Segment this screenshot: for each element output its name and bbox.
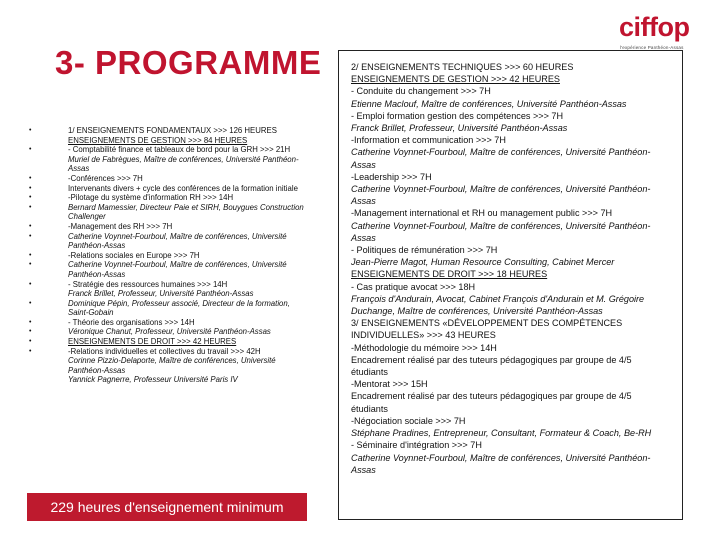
program-list-item — [26, 222, 308, 232]
program-line — [351, 110, 677, 122]
program-line — [351, 415, 677, 427]
program-line — [351, 134, 677, 146]
program-line-text: Catherine Voynnet-Fourboul, Maître de conférences, Université Panthéon- — [351, 452, 651, 463]
program-line — [351, 317, 677, 329]
program-line-text: -Méthodologie du mémoire >>> 14H — [351, 342, 497, 353]
program-list-item — [26, 251, 308, 261]
program-list-item-text: -Conférences >>> 7H — [68, 173, 143, 183]
program-list-item-text: -Management des RH >>> 7H — [68, 221, 173, 231]
program-line-text: Duchange, Maître de conférences, Université Panthéon-Assas — [351, 306, 603, 317]
program-line-text: Assas — [351, 159, 376, 170]
program-line — [351, 207, 677, 219]
program-list-item — [26, 356, 308, 375]
program-line — [351, 244, 677, 256]
program-list-item-text: -Relations individuelles et collectives du travail >>> 42H — [68, 346, 261, 356]
program-list-item-text: -Relations sociales en Europe >>> 7H — [68, 250, 200, 260]
program-line — [351, 183, 677, 195]
program-list-item-text: Catherine Voynnet-Fourboul, Maître de conférences, Université Panthéon-Assas — [68, 260, 287, 279]
program-list-item-text: Franck Brillet, Professeur, Université Panthéon-Assas — [68, 289, 254, 299]
program-line — [351, 342, 677, 354]
page-title: 3- PROGRAMME — [55, 44, 322, 81]
program-list-item — [26, 203, 308, 222]
ciffop-logo — [617, 14, 707, 52]
program-line — [351, 439, 677, 451]
program-list-item-text: Véronique Chanut, Professeur, Université Panthéon-Assas — [68, 327, 271, 337]
program-list-item-text: -Pilotage du système d'information RH >>> 14H — [68, 193, 234, 203]
program-line — [351, 85, 677, 97]
program-line-text: ENSEIGNEMENTS DE GESTION >>> 42 HEURES — [351, 74, 560, 85]
program-list-item — [26, 174, 308, 184]
program-list-item — [26, 193, 308, 203]
program-list-item — [26, 260, 308, 279]
program-line — [351, 61, 677, 73]
program-line-text: Encadrement réalisé par des tuteurs pédagogiques par groupe de 4/5 — [351, 354, 632, 365]
program-list-item — [26, 375, 308, 385]
program-line — [351, 305, 677, 317]
program-line-text: - Conduite du changement >>> 7H — [351, 86, 491, 97]
program-line-text: Etienne Maclouf, Maître de conférences, Université Panthéon-Assas — [351, 98, 627, 109]
program-line-text: -Information et communication >>> 7H — [351, 135, 506, 146]
program-list-item-text: - Comptabilité finance et tableaux de bord pour la GRH >>> 21H — [68, 145, 291, 155]
program-line-text: Catherine Voynnet-Fourboul, Maître de conférences, Université Panthéon- — [351, 220, 651, 231]
program-line — [351, 220, 677, 232]
program-list-item — [26, 232, 308, 251]
program-list-item — [26, 318, 308, 328]
program-list-item — [26, 299, 308, 318]
program-line-text: Assas — [351, 464, 376, 475]
program-line — [351, 427, 677, 439]
program-list-item-text: Muriel de Fabrègues, Maître de conférences, Université Panthéon-Assas — [68, 154, 299, 174]
program-line — [351, 354, 677, 366]
program-line-text: Catherine Voynnet-Fourboul, Maître de conférences, Université Panthéon- — [351, 184, 651, 195]
program-line — [351, 293, 677, 305]
program-line-text: - Séminaire d'intégration >>> 7H — [351, 440, 482, 451]
program-line — [351, 329, 677, 341]
program-line-text: Catherine Voynnet-Fourboul, Maître de conférences, Université Panthéon- — [351, 147, 651, 158]
program-line — [351, 366, 677, 378]
program-line-text: 2/ ENSEIGNEMENTS TECHNIQUES >>> 60 HEURES — [351, 62, 574, 72]
program-list-item — [26, 126, 308, 136]
program-line — [351, 281, 677, 293]
program-line — [351, 73, 677, 85]
program-line-text: étudiants — [351, 367, 388, 378]
program-line-text: 3/ ENSEIGNEMENTS «DÉVELOPPEMENT DES COMPÉTENCES — [351, 318, 623, 329]
program-list-item-text: Dominique Pépin, Professeur associé, Directeur de la formation, Saint-Gobain — [68, 298, 290, 318]
program-line-text: Franck Brillet, Professeur, Université Panthéon-Assas — [351, 123, 568, 134]
hours-summary-banner: 229 heures d'enseignement minimum — [27, 493, 307, 521]
program-line-text: -Leadership >>> 7H — [351, 171, 432, 182]
program-line — [351, 122, 677, 134]
program-list-item — [26, 289, 308, 299]
program-line-text: Jean-Pierre Magot, Human Resource Consulting, Cabinet Mercer — [351, 257, 615, 268]
right-program-box — [338, 50, 683, 520]
program-line — [351, 452, 677, 464]
program-line-text: ENSEIGNEMENTS DE DROIT >>> 18 HEURES — [351, 269, 548, 280]
program-line-text: étudiants — [351, 403, 388, 414]
program-line-text: Encadrement réalisé par des tuteurs pédagogiques par groupe de 4/5 — [351, 391, 632, 402]
program-line — [351, 171, 677, 183]
program-list-item — [26, 145, 308, 155]
program-line-text: INDIVIDUELLES» >>> 43 HEURES — [351, 330, 496, 341]
program-line-text: Assas — [351, 196, 376, 207]
program-line-text: -Négociation sociale >>> 7H — [351, 415, 466, 426]
logo-tagline: l'expérience Panthéon-Assas — [620, 45, 684, 50]
program-line — [351, 268, 677, 280]
program-list-item-text: Intervenants divers + cycle des conférences de la formation initiale — [68, 183, 298, 193]
program-list-item-text: ENSEIGNEMENTS DE DROIT >>> 42 HEURES — [68, 337, 237, 347]
program-list-item — [26, 280, 308, 290]
program-list-item-text: - Stratégie des ressources humaines >>> 14H — [68, 279, 228, 289]
program-line-text: Stéphane Pradines, Entrepreneur, Consultant, Formateur & Coach, Be-RH — [351, 428, 652, 439]
left-program-list — [26, 126, 308, 385]
program-line-text: Assas — [351, 232, 376, 243]
program-line — [351, 403, 677, 415]
program-list-item-text: - Théorie des organisations >>> 14H — [68, 317, 195, 327]
program-list-item — [26, 337, 308, 347]
program-line-text: François d'Andurain, Avocat, Cabinet François d'Andurain et M. Grégoire — [351, 293, 645, 304]
program-list-item-text: Bernard Mamessier, Directeur Paie et SIRH, Bouygues Construction Challenger — [68, 202, 304, 222]
program-line — [351, 390, 677, 402]
program-line — [351, 98, 677, 110]
program-line — [351, 159, 677, 171]
program-line — [351, 378, 677, 390]
program-line — [351, 146, 677, 158]
program-list-item — [26, 136, 308, 146]
program-list-item — [26, 347, 308, 357]
program-list-item-text: Yannick Pagnerre, Professeur Université Paris IV — [68, 375, 238, 385]
program-list-item — [26, 155, 308, 174]
program-list-item — [26, 184, 308, 194]
program-list-item-text: ENSEIGNEMENTS DE GESTION >>> 84 HEURES — [68, 135, 248, 145]
program-list-item-text: 1/ ENSEIGNEMENTS FONDAMENTAUX >>> 126 HEURES — [68, 126, 277, 135]
program-line — [351, 464, 677, 476]
program-line-text: - Emploi formation gestion des compétences >>> 7H — [351, 110, 564, 121]
program-line-text: -Mentorat >>> 15H — [351, 379, 428, 390]
program-list-item-text: Catherine Voynnet-Fourboul, Maître de conférences, Université Panthéon-Assas — [68, 231, 287, 251]
program-list-item — [26, 327, 308, 337]
program-line-text: -Management international et RH ou management public >>> 7H — [351, 208, 613, 219]
program-line — [351, 195, 677, 207]
program-line-text: - Cas pratique avocat >>> 18H — [351, 281, 476, 292]
program-line — [351, 232, 677, 244]
program-list-item-text: Corinne Pizzio-Delaporte, Maître de conférences, Université Panthéon-Assas — [68, 356, 276, 375]
program-line-text: - Politiques de rémunération >>> 7H — [351, 245, 498, 256]
logo-wordmark: ciffop — [619, 12, 690, 42]
program-line — [351, 256, 677, 268]
